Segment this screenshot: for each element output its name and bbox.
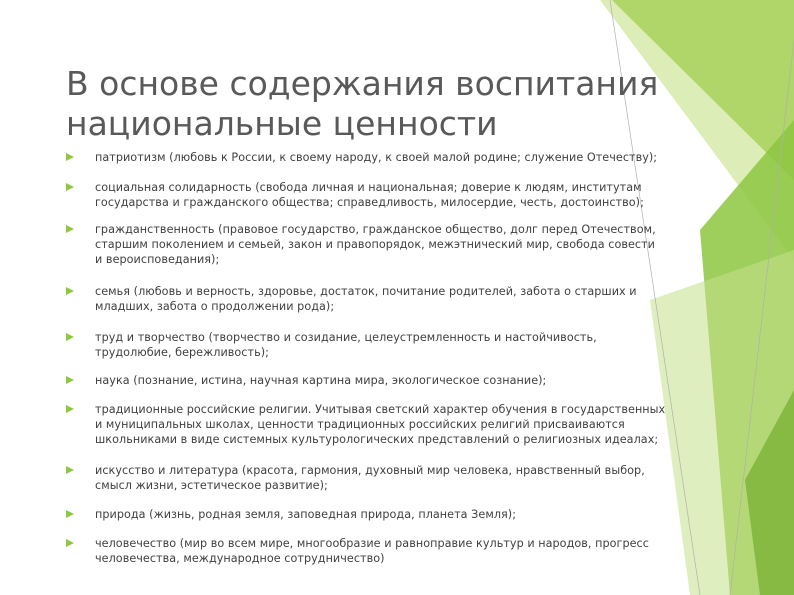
list-item-text: наука (познание, истина, научная картина мира, экологическое сознание); [95, 374, 547, 387]
list-item-text: традиционные российские религии. Учитывая светский характер обучения в государственных и муниципальных школах, ценности традиционных российских религий присваиваются школьниками в виде системных культурологических представлений о религиозных идеалах; [95, 403, 666, 446]
list-item-text: гражданственность (правовое государство, гражданское общество, долг перед Отечеством, старшим поколением и семьей, закон и правопорядок, межэтнический мир, свобода совести и вероисповедания); [95, 223, 656, 266]
bullet-arrow-icon [66, 510, 74, 518]
bullet-arrow-icon [66, 333, 74, 341]
bullet-arrow-icon [66, 376, 74, 384]
bullet-arrow-icon [66, 466, 74, 474]
bullet-arrow-icon [66, 153, 74, 161]
list-item-text: природа (жизнь, родная земля, заповедная природа, планета Земля); [95, 508, 517, 521]
bullet-arrow-icon [66, 225, 74, 233]
slide-title: В основе содержания воспитания национальные ценности [66, 64, 659, 143]
list-item-text: социальная солидарность (свобода личная и национальная; доверие к людям, институтам государства и гражданского общества; справедливость, милосердие, честь, достоинство); [95, 181, 644, 209]
list-item-text: искусство и литература (красота, гармония, духовный мир человека, нравственный выбор, смысл жизни, эстетическое развитие); [95, 464, 645, 492]
bullet-arrow-icon [66, 183, 74, 191]
bullet-arrow-icon [66, 287, 74, 295]
list-item-text: человечество (мир во всем мире, многообразие и равноправие культур и народов, прогресс человечества, международное сотрудничество) [95, 537, 649, 565]
list-item-text: патриотизм (любовь к России, к своему народу, к своей малой родине; служение Отечеству); [95, 151, 658, 164]
list-item-text: труд и творчество (творчество и созидание, целеустремленность и настойчивость, трудолюбие, бережливость); [95, 331, 597, 359]
bullet-arrow-icon [66, 539, 74, 547]
bullet-arrow-icon [66, 405, 74, 413]
list-item-text: семья (любовь и верность, здоровье, достаток, почитание родителей, забота о старших и младших, забота о продолжении рода); [95, 285, 637, 313]
